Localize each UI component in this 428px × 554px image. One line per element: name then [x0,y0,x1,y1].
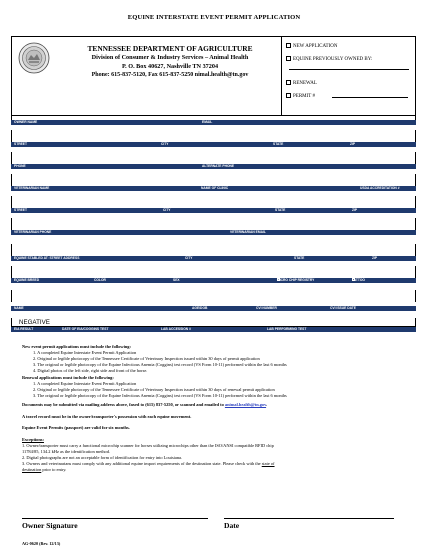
vet-zip-label: ZIP [352,208,358,212]
phone-label: PHONE [14,164,26,168]
permit-checkbox[interactable] [286,93,291,98]
owner-name-label: OWNER NAME [14,120,38,124]
vet-phone-label: VETERINARIAN PHONE [14,230,52,234]
agency-phone: Phone: 615-837-5120, Fax 615-837-5250 nimal.health@tn.gov [91,72,249,78]
exception-3a-text: 3. Owners and veterinarians must comply with any additional equine import requirements of the destination state. Please check with the [22,461,262,466]
owner-label-bar [11,120,416,125]
new-item-4: 4. Digital photos of the left side, right side and front of the horse. [33,368,148,373]
alternate-phone-label: ALTERNATE PHONE [202,164,235,168]
renewal-item-1: 1. A completed Equine Interstate Event Permit Application [33,381,137,386]
stabled-zip-label: ZIP [372,256,378,260]
vet-name-label: VETERINARIAN NAME [14,186,50,190]
form-number: AG-0620 (Rev. 12/13) [22,541,61,546]
new-item-2: 2. Original or legible photocopy of the Tennessee Certificate of Veterinary Inspection issued within 30 days of permit application [33,356,260,361]
renewal-label: RENEWAL [293,81,317,86]
renewal-item-3: 3. The original or legible photocopy of the Equine Infectious Anemia (Coggins) test record (VS Form 10-11) performed within the last 6 months [33,393,287,398]
horse-label-bar [11,306,416,311]
stabled-city-label: CITY [185,256,193,260]
tattoo-label-text: TATTOO [352,278,366,282]
cvi-issue-date-label: CVI ISSUE DATE [330,306,356,310]
vet-address-label-bar [11,208,416,213]
submission-note [22,402,267,407]
eia-result-label: EIA RESULT [14,327,34,331]
breed-label: EQUINE BREED [14,278,40,282]
stabled-state-label: STATE [294,256,305,260]
option-previously-owned[interactable] [286,56,372,62]
option-new-application[interactable] [286,43,338,49]
address-label-bar [11,142,416,147]
horse-name-label: NAME [14,306,24,310]
previously-owned-checkbox[interactable] [286,56,291,61]
option-renewal[interactable] [286,80,317,86]
owner-signature-line[interactable] [22,518,208,519]
submission-text: Documents may be submitted via mailing address above, faxed to (615) 837-5250, or scanned and emailed to [22,402,225,407]
exception-1b: 11784/85, 134.2 kHz as the identification method. [22,449,110,454]
vet-state-label: STATE [275,208,286,212]
email-label: EMAIL [202,120,213,124]
exception-1a: 1. Owner/transporter must carry a functional microchip scanner for horses utilizing microchips other than the ISO/ANSI compatible RFID chip [22,443,274,448]
street-input-area[interactable] [11,130,416,142]
state-label: STATE [273,142,284,146]
agency-name: TENNESSEE DEPARTMENT OF AGRICULTURE [87,44,253,53]
previously-owned-label: EQUINE PREVIOUSLY OWNED BY: [293,57,373,62]
eia-result-value[interactable]: NEGATIVE [19,319,50,326]
stabled-label-bar [11,256,416,261]
submission-period: . [266,402,268,407]
exceptions-heading: Exceptions: [22,437,44,442]
new-application-label: NEW APPLICATION [293,44,338,49]
microchip-label-text: MICRO CHIP REGISTRY [277,278,315,282]
age-dob-label: AGE/DOB [192,306,208,310]
date-label: Date [224,521,240,530]
exception-3b-text: prior to entry. [41,467,67,472]
submission-email-link[interactable]: animal.health@tn.gov [224,402,267,407]
eia-input-area[interactable] [11,318,416,327]
agency-division: Division of Consumer & Industry Services – Animal Health [91,54,249,61]
option-permit[interactable] [286,93,315,99]
form-title: EQUINE INTERSTATE EVENT PERMIT APPLICATION [127,14,301,21]
zip-label: ZIP [350,142,356,146]
state-of-destination-link-part1[interactable]: state of [261,461,275,466]
new-application-checkbox[interactable] [286,43,291,48]
exception-3b [22,467,66,472]
validity-note: Equine Event Permits (passport) are valid for six months. [22,425,130,430]
city-label: CITY [161,142,169,146]
sex-label: SEX [173,278,180,282]
renewal-heading: Renewal applications must include the following: [22,375,114,380]
vet-label-bar [11,186,416,191]
exception-2: 2. Digital photographs are not an acceptable form of identification for entry into Louisiana. [22,455,183,460]
lab-accession-label: LAB ACCESSION # [161,327,191,331]
exception-3a [22,461,275,466]
vet-phone-input-area[interactable] [11,218,416,230]
new-applications-heading: New event permit applications must include the following: [22,344,131,349]
clinic-label: NAME OF CLINIC [201,186,229,190]
eia-label-bar [11,327,416,332]
vet-street-input-area[interactable] [11,196,416,208]
travel-record-note: A travel record must be in the owner/transporter's possession with each equine movement. [22,414,192,419]
stabled-input-area[interactable] [11,244,416,256]
permit-number-line[interactable] [332,97,408,98]
owner-signature-label: Owner Signature [22,521,78,530]
street-label: STREET [14,142,28,146]
new-item-1: 1. A completed Equine Interstate Event Permit Application [33,350,137,355]
vet-contact-label-bar [11,230,416,235]
eia-date-label: DATE OF EIA/COGGINS TEST [62,327,109,331]
owner-name-input-area[interactable] [11,108,416,120]
permit-label: PERMIT # [293,94,315,99]
vet-name-input-area[interactable] [11,174,416,186]
vet-email-label: VETERINARIAN EMAIL [230,230,266,234]
lab-performing-label: LAB PERFORMING TEST [267,327,307,331]
usda-label: USDA ACCREDITATION # [360,186,400,190]
breed-input-area[interactable] [11,266,416,278]
vet-street-label: STREET [14,208,28,212]
agency-address: P. O. Box 40627, Nashville TN 37204 [121,63,219,70]
vet-city-label: CITY [163,208,171,212]
phone-input-area[interactable] [11,152,416,164]
horse-name-input-area[interactable] [11,290,416,302]
color-label: COLOR [94,278,106,282]
stabled-address-label: EQUINE STABLED AT: STREET ADDRESS [14,256,80,260]
new-item-3: 3. The original or legible photocopy of the Equine Infectious Anemia (Coggins) test record (VS Form 10-11) performed within the last 6 months [33,362,287,367]
date-line[interactable] [224,518,394,519]
renewal-item-2: 2. Original or legible photocopy of the Tennessee Certificate of Veterinary Inspection issued within 30 days of renewal permit application [33,387,275,392]
tennessee-seal-icon [18,42,50,74]
state-of-destination-link-part2[interactable]: destination [22,467,42,472]
cvi-number-label: CVI NUMBER [256,306,277,310]
renewal-checkbox[interactable] [286,80,291,85]
breed-label-bar [11,278,416,283]
phone-label-bar [11,164,416,169]
previously-owned-line[interactable] [289,69,409,70]
